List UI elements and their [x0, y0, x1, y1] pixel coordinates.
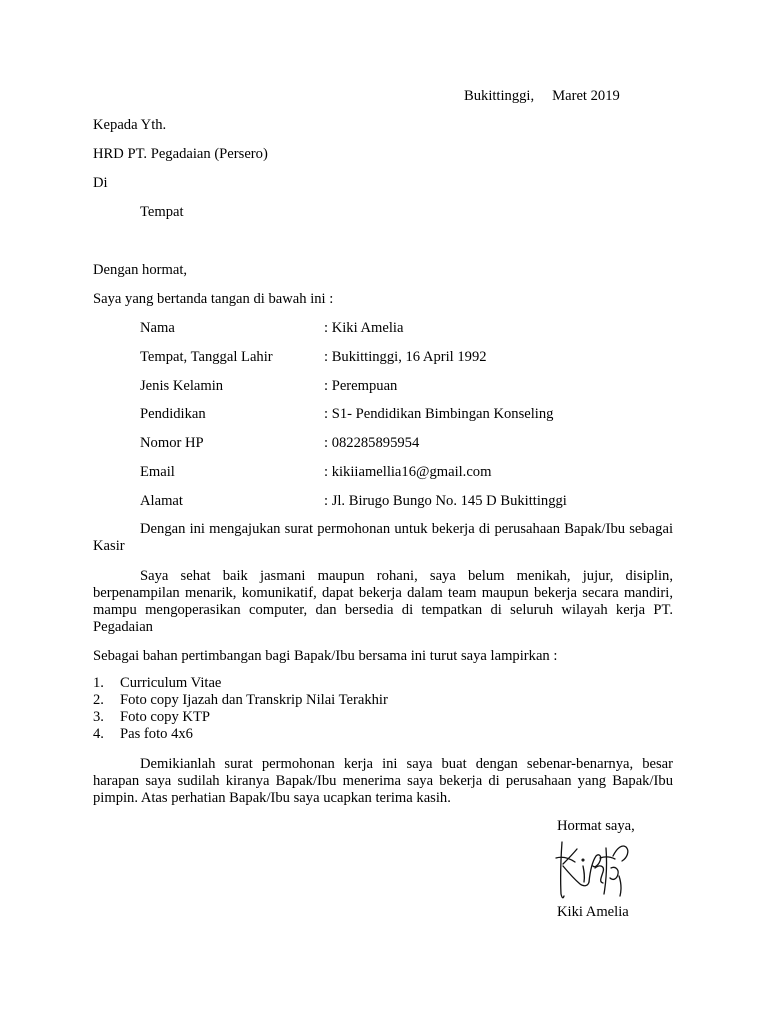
list-text: Foto copy KTP: [120, 709, 210, 725]
qualifications-paragraph: [93, 568, 673, 636]
recipient-salutation: Kepada Yth.: [93, 117, 167, 133]
date-month: Maret 2019: [552, 88, 620, 104]
identity-label: Nomor HP: [140, 435, 204, 451]
identity-label: Tempat, Tanggal Lahir: [140, 349, 273, 365]
identity-label: Pendidikan: [140, 406, 206, 422]
identity-label: Jenis Kelamin: [140, 378, 224, 394]
list-number: 4.: [93, 726, 104, 742]
identity-label: Email: [140, 464, 175, 480]
list-number: 1.: [93, 675, 104, 691]
list-number: 3.: [93, 709, 104, 725]
identity-value: : Kiki Amelia: [324, 320, 404, 336]
identity-value: : Jl. Birugo Bungo No. 145 D Bukittinggi: [324, 493, 567, 509]
handwritten-signature: [553, 836, 635, 902]
identity-label: Alamat: [140, 493, 183, 509]
greeting: Dengan hormat,: [93, 262, 188, 278]
qualifications-text: Saya sehat baik jasmani maupun rohani, saya belum menikah, jujur, disiplin, berpenampilan menarik, komunikatif, dapat bekerja dalam team maupun bekerja secara mandiri, mampu mengoperasikan computer, dan bersedia di tempatkan di seluruh wilayah kerja PT. Pegadaian: [93, 568, 673, 635]
date-line: [464, 88, 620, 105]
application-text: Dengan ini mengajukan surat permohonan untuk bekerja di perusahaan Bapak/Ibu sebagai Kasir: [93, 521, 673, 554]
identity-value: : kikiiamellia16@gmail.com: [324, 464, 492, 480]
intro-line: Saya yang bertanda tangan di bawah ini :: [93, 291, 334, 307]
list-text: Pas foto 4x6: [120, 726, 193, 742]
recipient-place: Tempat: [140, 204, 184, 220]
list-number: 2.: [93, 692, 104, 708]
attachments-intro: Sebagai bahan pertimbangan bagi Bapak/Ibu bersama ini turut saya lampirkan :: [93, 648, 558, 664]
closing-paragraph: [93, 756, 673, 807]
list-text: Foto copy Ijazah dan Transkrip Nilai Terakhir: [120, 692, 388, 708]
identity-value: : S1- Pendidikan Bimbingan Konseling: [324, 406, 554, 422]
recipient-company: HRD PT. Pegadaian (Persero): [93, 146, 268, 162]
closing-salutation: Hormat saya,: [557, 818, 635, 834]
signer-name: Kiki Amelia: [557, 904, 629, 920]
application-paragraph: [93, 521, 673, 555]
identity-value: : 082285895954: [324, 435, 420, 451]
date-place: Bukittinggi,: [464, 88, 535, 104]
identity-label: Nama: [140, 320, 175, 336]
closing-paragraph-text: Demikianlah surat permohonan kerja ini saya buat dengan sebenar-benarnya, besar harapan saya sudilah kiranya Bapak/Ibu menerima saya bekerja di perusahaan yang Bapak/Ibu pimpin. Atas perhatian Bapak/Ibu saya ucapkan terima kasih.: [93, 756, 673, 806]
identity-value: : Bukittinggi, 16 April 1992: [324, 349, 487, 365]
recipient-di: Di: [93, 175, 108, 191]
identity-value: : Perempuan: [324, 378, 398, 394]
list-text: Curriculum Vitae: [120, 675, 222, 691]
